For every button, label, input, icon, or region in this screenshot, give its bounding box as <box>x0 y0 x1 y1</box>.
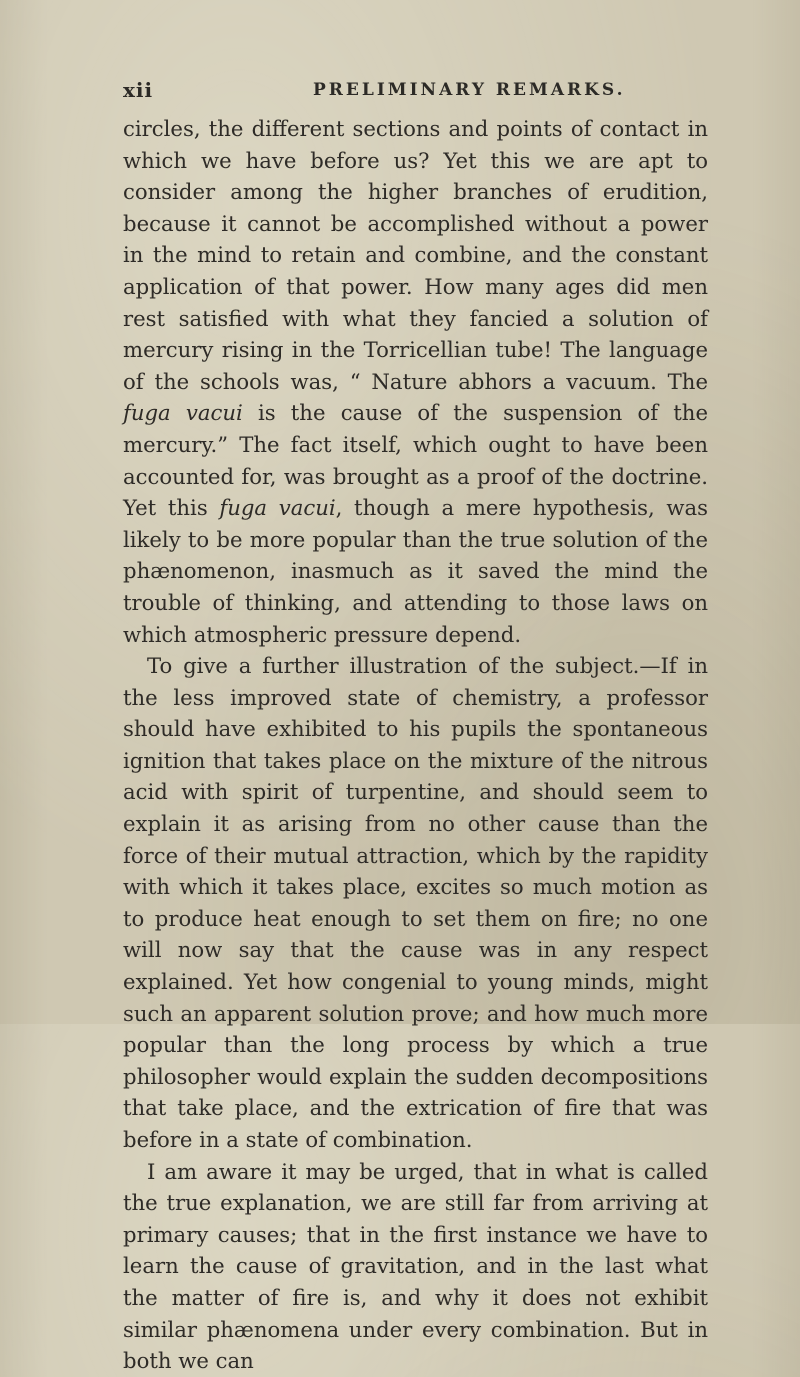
paragraph-1 <box>123 113 708 650</box>
italic-term: fuga vacui <box>123 400 243 426</box>
paragraph-1-text: circles, the different sections and points of contact in which we have before us? Yet this we are apt to consider among the higher branches of erudition, because it cannot be accomplished without a power in the mind to retain and combine, and the constant application of that power. How many ages did men rest satisfied with what they fancied a solution of mercury rising in the Torricellian tube! The language of the schools was, “ Nature abhors a vacuum. The <box>123 116 708 394</box>
running-head <box>123 78 703 108</box>
paragraph-3 <box>123 1156 708 1377</box>
paragraph-3-text: I am aware it may be urged, that in what is called the true explanation, we are still far from arriving at primary causes; that in the first instance we have to learn the cause of gravitation, and in the last what the matter of fire is, and why it does not exhibit similar phænomena under every combination. But in both we can <box>123 1158 708 1374</box>
page-number: xii <box>123 78 154 102</box>
paragraph-1-text: , though a mere hypothesis, was likely to be more popular than the true solution of the phænomenon, inasmuch as it saved the mind the trouble of thinking, and attending to those laws on which atmospheric pressure depend. <box>123 495 709 647</box>
paragraph-1-text: is the cause of the suspension of the mercury.” The fact itself, which ought to have been accounted for, was brought as a proof of the doctrine. Yet this <box>123 400 708 521</box>
paragraph-2-text: To give a further illustration of the subject.—If in the less improved state of chemistry, a professor should have exhibited to his pupils the spontaneous ignition that takes place on the mixture of the nitrous acid with spirit of turpentine, and should seem to explain it as arising from no other cause than the force of their mutual attraction, which by the rapidity with which it takes place, excites so much motion as to produce heat enough to set them on fire; no one will now say that the cause was in any respect explained. Yet how congenial to young minds, might such an apparent solution prove; and how much more popular than the long process by which a true philosopher would explain the sudden decompositions that take place, and the extrication of fire that was before in a state of combination. <box>123 653 708 1152</box>
italic-term: fuga vacui <box>219 495 336 521</box>
body-text <box>123 113 708 1377</box>
running-head-title: PRELIMINARY REMARKS. <box>313 80 626 100</box>
paragraph-2 <box>123 650 708 1156</box>
